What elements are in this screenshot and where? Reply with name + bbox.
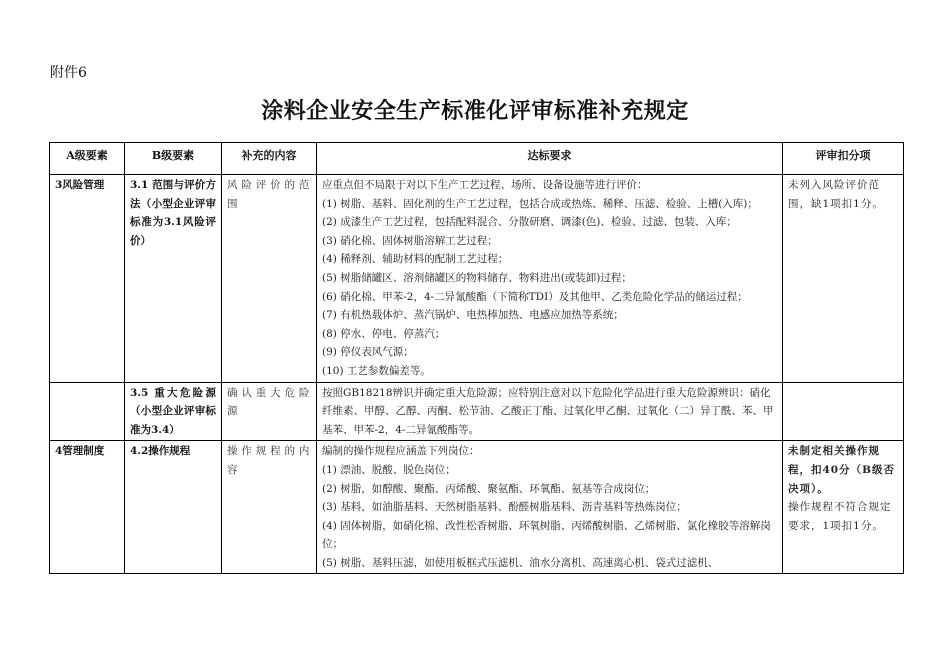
a-element bbox=[50, 382, 125, 441]
a-element: 3风险管理 bbox=[50, 175, 125, 383]
deduction-line: 未列入风险评价范围，缺1项扣1分。 bbox=[788, 179, 884, 210]
requirement-line: (3) 基料，如油脂基料、天然树脂基料、酚醛树脂基料、沥青基料等热炼岗位； bbox=[322, 501, 687, 514]
b-element: 4.2操作规程 bbox=[125, 441, 222, 574]
header-requirements: 达标要求 bbox=[317, 143, 783, 175]
table-row bbox=[50, 382, 904, 441]
supplement-content: 风险评价的范围 bbox=[222, 175, 317, 383]
header-a-level: A级要素 bbox=[50, 143, 125, 175]
veto-deduction-line: 未制定相关操作规程，扣40分（B级否决项）。 bbox=[788, 445, 895, 495]
header-deductions: 评审扣分项 bbox=[783, 143, 904, 175]
requirement-line: (3) 硝化棉、固体树脂溶解工艺过程； bbox=[322, 234, 498, 247]
requirement-line: (7) 有机热载体炉、蒸汽锅炉、电热棒加热、电感应加热等系统； bbox=[322, 309, 624, 322]
table-row bbox=[50, 175, 904, 383]
supplement-content: 确认重大危险源 bbox=[222, 382, 317, 441]
requirement-line: (1) 树脂、基料、固化剂的生产工艺过程，包括合成或热炼、稀释、压滤、检验、上槽(入库)； bbox=[322, 197, 758, 210]
deduction-items bbox=[783, 175, 904, 383]
requirement-line: (2) 树脂，如醇酸、聚酯、丙烯酸、聚氨酯、环氧酯、氨基等合成岗位； bbox=[322, 482, 656, 495]
header-supplement: 补充的内容 bbox=[222, 143, 317, 175]
requirement-line: (6) 硝化棉、甲苯-2，4-二异氰酸酯（下简称TDI）及其他甲、乙类危险化学品的储运过程； bbox=[322, 290, 748, 303]
requirement-line: (9) 停仪表风气源； bbox=[322, 346, 414, 359]
requirement-line: (4) 稀释剂、辅助材料的配制工艺过程； bbox=[322, 253, 509, 266]
requirement-line: (2) 成漆生产工艺过程，包括配料混合、分散研磨、调漆(色)、检验、过滤、包装、入库； bbox=[322, 216, 737, 229]
requirements bbox=[317, 175, 783, 383]
requirement-line: (5) 树脂、基料压滤，如使用板框式压滤机、油水分离机、高速离心机、袋式过滤机、 bbox=[322, 556, 719, 569]
header-b-level: B级要素 bbox=[125, 143, 222, 175]
standards-table bbox=[49, 142, 904, 574]
supplement-content: 操作规程的内容 bbox=[222, 441, 317, 574]
requirement-line: (8) 停水、停电、停蒸汽； bbox=[322, 327, 446, 340]
table-header-row bbox=[50, 143, 904, 175]
requirement-line: (4) 固体树脂，如硝化棉、改性松香树脂、环氧树脂、丙烯酸树脂、乙烯树脂、氯化橡胶等溶解岗位； bbox=[322, 519, 771, 551]
b-element: 3.5 重大危险源（小型企业评审标准为3.4） bbox=[125, 382, 222, 441]
requirement-line: 按照GB18218辨识并确定重大危险源；应特别注意对以下危险化学品进行重大危险源辨识：硝化纤维素、甲醇、乙醇、丙酮、松节油、乙酸正丁酯、过氧化甲乙酮、过氧化（二）异丁酰、苯、甲基苯、甲苯-2，4-二异氰酸酯等。 bbox=[322, 386, 774, 436]
requirement-line: (10) 工艺参数偏差等。 bbox=[322, 364, 431, 377]
attachment-label: 附件6 bbox=[50, 65, 87, 81]
deduction-items bbox=[783, 441, 904, 574]
deduction-items bbox=[783, 382, 904, 441]
deduction-line: 操作规程不符合规定要求，1项扣1分。 bbox=[788, 501, 892, 532]
a-element: 4管理制度 bbox=[50, 441, 125, 574]
requirements bbox=[317, 441, 783, 574]
table-row bbox=[50, 441, 904, 574]
document-title: 涂料企业安全生产标准化评审标准补充规定 bbox=[261, 99, 689, 124]
requirement-line: 编制的操作规程应涵盖下列岗位： bbox=[322, 445, 480, 458]
requirement-line: (1) 漂油、脱酸、脱色岗位； bbox=[322, 463, 456, 476]
requirements bbox=[317, 382, 783, 441]
b-element: 3.1 范围与评价方法（小型企业评审标准为3.1风险评价） bbox=[125, 175, 222, 383]
requirement-line: 应重点但不局限于对以下生产工艺过程、场所、设备设施等进行评价： bbox=[322, 179, 648, 191]
requirement-line: (5) 树脂储罐区、溶剂储罐区的物料储存、物料进出(或装卸)过程； bbox=[322, 271, 632, 284]
